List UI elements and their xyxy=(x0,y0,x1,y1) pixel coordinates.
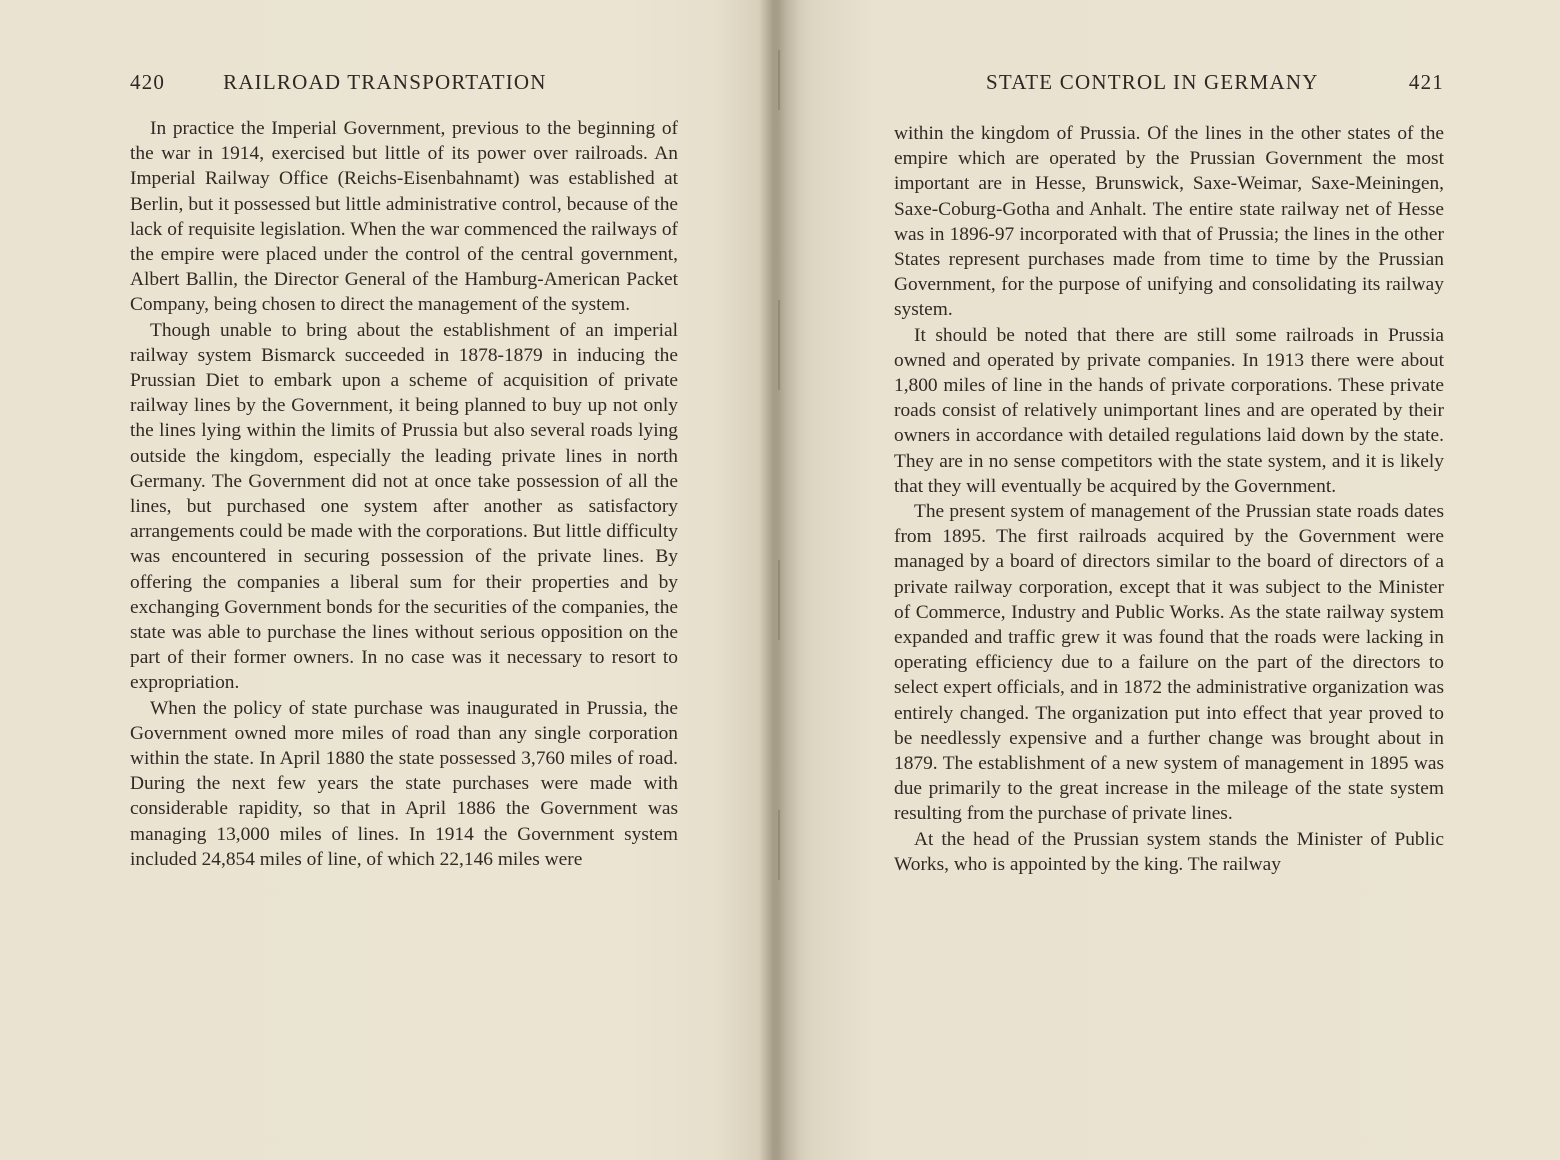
page-number: 421 xyxy=(1408,70,1444,94)
paragraph: Though unable to bring about the establishment of an imperial railway system Bismarck succeeded in 1878-1879 in inducing the Prussian Diet to embark upon a scheme of acquisition of private railway lines by the Government, it being planned to buy up not only the lines lying within the limits of Prussia but also several roads lying outside the kingdom, especially the leading private lines in north Germany. The Government did not at once take possession of all the lines, but purchased one system after another as satisfactory arrangements could be made with the corporations. But little difficulty was encountered in securing possession of the private lines. By offering the companies a liberal sum for their properties and by exchanging Government bonds for the securities of the companies, the state was able to purchase the lines without serious opposition on the part of their former owners. In no case was it necessary to resort to expropriation. xyxy=(130,319,678,694)
right-body-text xyxy=(894,121,1444,877)
paragraph: When the policy of state purchase was inaugurated in Prussia, the Government owned more miles of road than any single corporation within the state. In April 1880 the state possessed 3,760 miles of road. During the next few years the state purchases were made with considerable rapidity, so that in April 1886 the Government was managing 13,000 miles of lines. In 1914 the Government system included 24,854 miles of line, of which 22,146 miles were xyxy=(130,697,678,870)
running-head-title: STATE CONTROL IN GERMANY xyxy=(986,70,1319,94)
paragraph: At the head of the Prussian system stands the Minister of Public Works, who is appointed by the king. The railway xyxy=(894,828,1444,875)
paragraph: It should be noted that there are still some railroads in Prussia owned and operated by private companies. In 1913 there were about 1,800 miles of line in the hands of private corporations. These private roads consist of relatively unimportant lines and are operated by their owners in accordance with detailed regulations laid down by the state. They are in no sense competitors with the state system, and it is likely that they will eventually be acquired by the Government. xyxy=(894,324,1444,497)
paragraph: The present system of management of the Prussian state roads dates from 1895. The first railroads acquired by the Government were managed by a board of directors similar to the board of directors of a private railway corporation, except that it was subject to the Minister of Commerce, Industry and Public Works. As the state railway system expanded and traffic grew it was found that the roads were lacking in operating efficiency due to a failure on the part of the directors to select expert officials, and in 1872 the administrative organization was entirely changed. The organization put into effect that year proved to be needlessly expensive and a further change was brought about in 1879. The establishment of a new system of management in 1895 was due primarily to the great increase in the mileage of the state system resulting from the purchase of private lines. xyxy=(894,501,1444,825)
right-running-head xyxy=(896,70,1444,95)
running-head-title: RAILROAD TRANSPORTATION xyxy=(223,70,547,94)
paragraph: In practice the Imperial Government, previous to the beginning of the war in 1914, exercised but little of its power over railroads. An Imperial Railway Office (Reichs-Eisenbahnamt) was established at Berlin, but it possessed but little administrative control, because of the lack of requisite legislation. When the war commenced the railways of the empire were placed under the control of the central government, Albert Ballin, the Director General of the Hamburg-American Packet Company, being chosen to direct the management of the system. xyxy=(130,118,678,316)
paragraph-continuation: within the kingdom of Prussia. Of the lines in the other states of the empire which are operated by the Prussian Government the most important are in Hesse, Brunswick, Saxe-Weimar, Saxe-Meiningen, Saxe-Coburg-Gotha and Anhalt. The entire state railway net of Hesse was in 1896-97 incorporated with that of Prussia; the lines in the other States represent purchases made from time to time by the Prussian Government, for the purpose of unifying and consolidating its railway system. xyxy=(894,123,1444,321)
page-number: 420 xyxy=(130,70,166,94)
